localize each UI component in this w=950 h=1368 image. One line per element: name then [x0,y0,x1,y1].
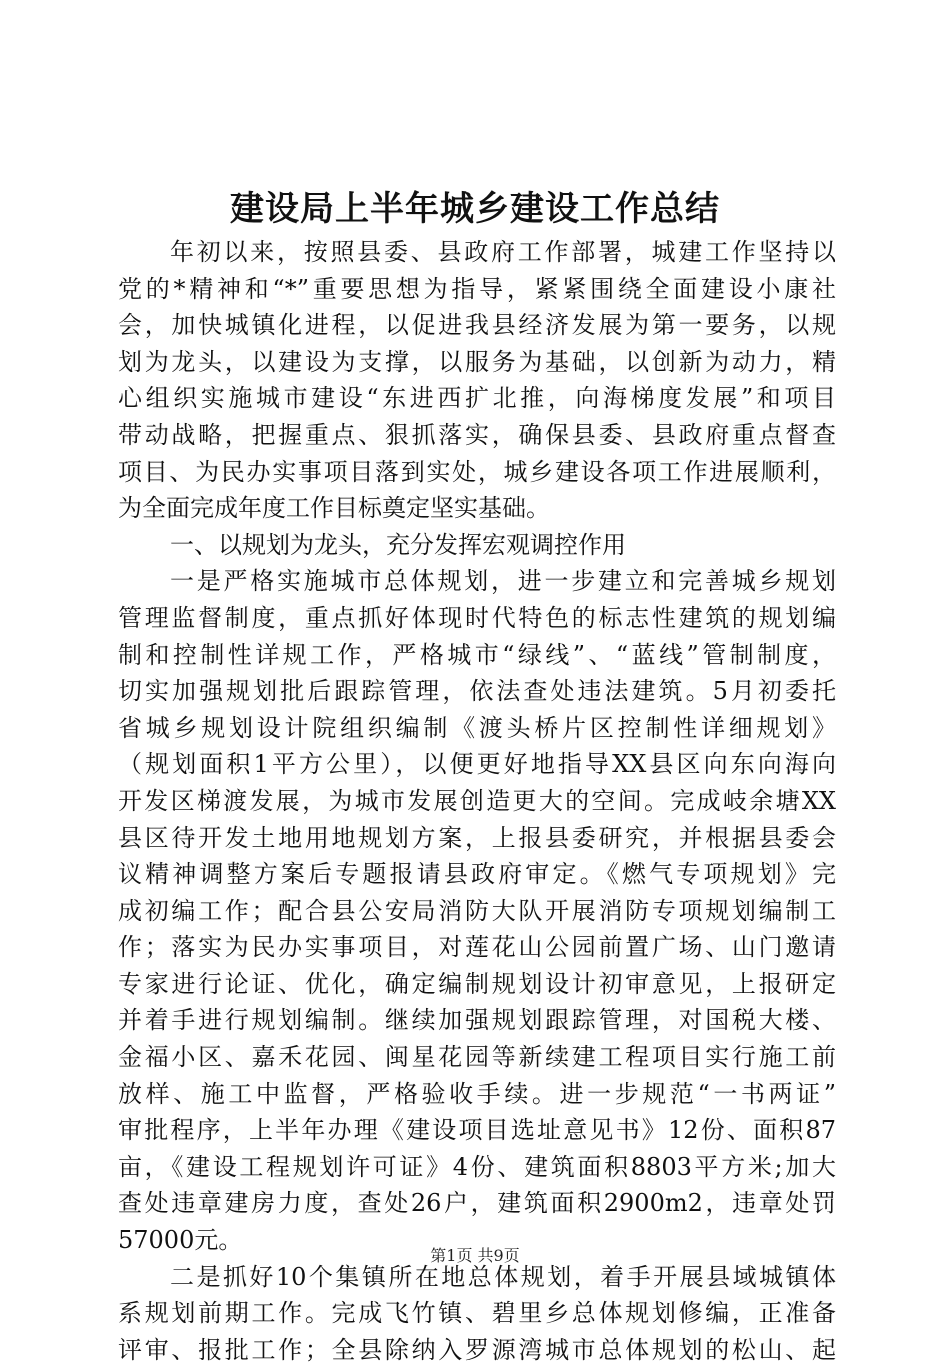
text-line: 会，加快城镇化进程，以促进我县经济发展为第一要务，以规 [118,311,836,340]
text-line: 评审、报批工作；全县除纳入罗源湾城市总体规划的松山、起 [118,1335,836,1364]
text-line: 省城乡规划设计院组织编制《渡头桥片区控制性详细规划》 [118,713,836,742]
text-line: 审批程序，上半年办理《建设项目选址意见书》12份、面积87 [118,1116,836,1145]
text-line: 党的*精神和“*”重要思想为指导，紧紧围绕全面建设小康社 [118,274,836,303]
text-line: 项目、为民办实事项目落到实处，城乡建设各项工作进展顺利， [118,457,836,486]
text-line: 切实加强规划批后跟踪管理，依法查处违法建筑。5月初委托 [118,677,836,706]
document-body [118,234,836,1368]
text-line: 议精神调整方案后专题报请县政府审定。《燃气专项规划》完 [118,860,836,889]
text-line: 作；落实为民办实事项目，对莲花山公园前置广场、山门邀请 [118,933,836,962]
text-line: 专家进行论证、优化，确定编制规划设计初审意见，上报研定 [118,969,836,998]
text-line: 心组织实施城市建设“东进西扩北推，向海梯度发展”和项目 [118,384,836,413]
text-line: 成初编工作；配合县公安局消防大队开展消防专项规划编制工 [118,896,836,925]
text-line: 一是严格实施城市总体规划，进一步建立和完善城乡规划 [170,567,836,596]
text-line: 并着手进行规划编制。继续加强规划跟踪管理，对国税大楼、 [118,1006,836,1035]
text-line: 57000元。 [118,1226,243,1255]
text-line: 金福小区、嘉禾花园、闽星花园等新续建工程项目实行施工前 [118,1043,836,1072]
text-line: 系规划前期工作。完成飞竹镇、碧里乡总体规划修编，正准备 [118,1299,836,1328]
text-line: 亩，《建设工程规划许可证》4份、建筑面积8803平方米;加大 [118,1152,836,1181]
text-line: 开发区梯渡发展，为城市发展创造更大的空间。完成岐余塘XX [118,786,836,815]
text-line: 一、以规划为龙头，充分发挥宏观调控作用 [170,530,626,559]
document-title: 建设局上半年城乡建设工作总结 [230,189,720,229]
text-line: 管理监督制度，重点抓好体现时代特色的标志性建筑的规划编 [118,603,836,632]
text-line: 二是抓好10个集镇所在地总体规划，着手开展县域城镇体 [170,1262,836,1291]
text-line: 查处违章建房力度，查处26户，建筑面积2900m2，违章处罚 [118,1189,836,1218]
text-line: 年初以来，按照县委、县政府工作部署，城建工作坚持以 [170,238,836,266]
text-line: 县区待开发土地用地规划方案，上报县委研究，并根据县委会 [118,823,836,852]
text-line: 带动战略，把握重点、狠抓落实，确保县委、县政府重点督查 [118,420,836,449]
text-line: 划为龙头，以建设为支撑，以服务为基础，以创新为动力，精 [118,347,836,376]
text-line: （规划面积1平方公里），以便更好地指导XX县区向东向海向 [118,750,836,779]
text-line: 放样、施工中监督，严格验收手续。进一步规范“一书两证” [118,1079,836,1108]
text-line: 制和控制性详规工作，严格城市“绿线”、“蓝线”管制制度， [118,640,836,669]
page-number: 第1页 共9页 [430,1246,520,1265]
text-line: 为全面完成年度工作目标奠定坚实基础。 [118,494,550,523]
